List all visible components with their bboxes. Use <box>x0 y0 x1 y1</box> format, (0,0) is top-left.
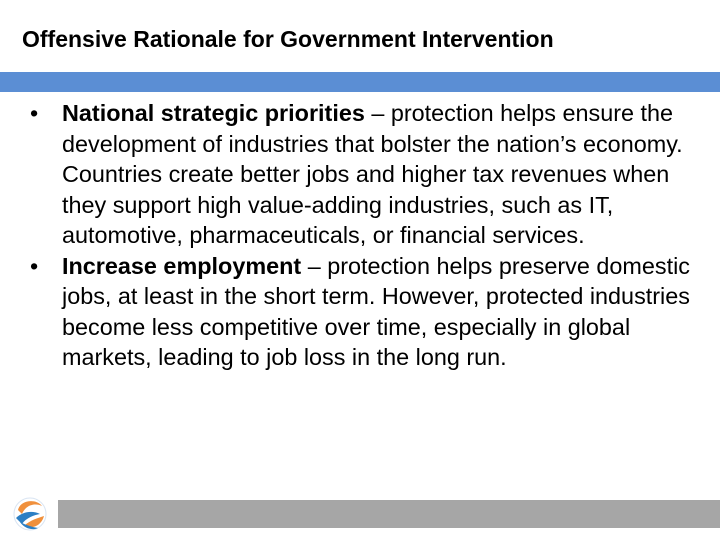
bullet-marker: • <box>30 100 39 126</box>
footer-bar <box>58 500 720 528</box>
bullet-item-national-priorities <box>30 98 710 251</box>
slide-title: Offensive Rationale for Government Intervention <box>22 26 554 52</box>
bullet-heading: Increase employment <box>62 252 302 279</box>
globe-swirl-logo-icon <box>10 494 50 534</box>
bullet-heading: National strategic priorities <box>62 100 365 126</box>
bullet-marker: • <box>30 252 39 279</box>
bullet-list <box>30 98 710 373</box>
bullet-body: – protection helps preserve domestic jobs, at least in the short term. However, protected industries become less competitive over time, especially in global markets, leading to job loss in the long run. <box>62 252 690 370</box>
bullet-item-increase-employment <box>30 251 710 373</box>
bullet-body: – protection helps ensure the development of industries that bolster the nation’s economy. Countries create better jobs and higher tax revenues when they support high value-adding industries, such as IT, automotive, pharmaceuticals, or financial services. <box>62 100 683 248</box>
title-accent-bar <box>0 72 720 92</box>
